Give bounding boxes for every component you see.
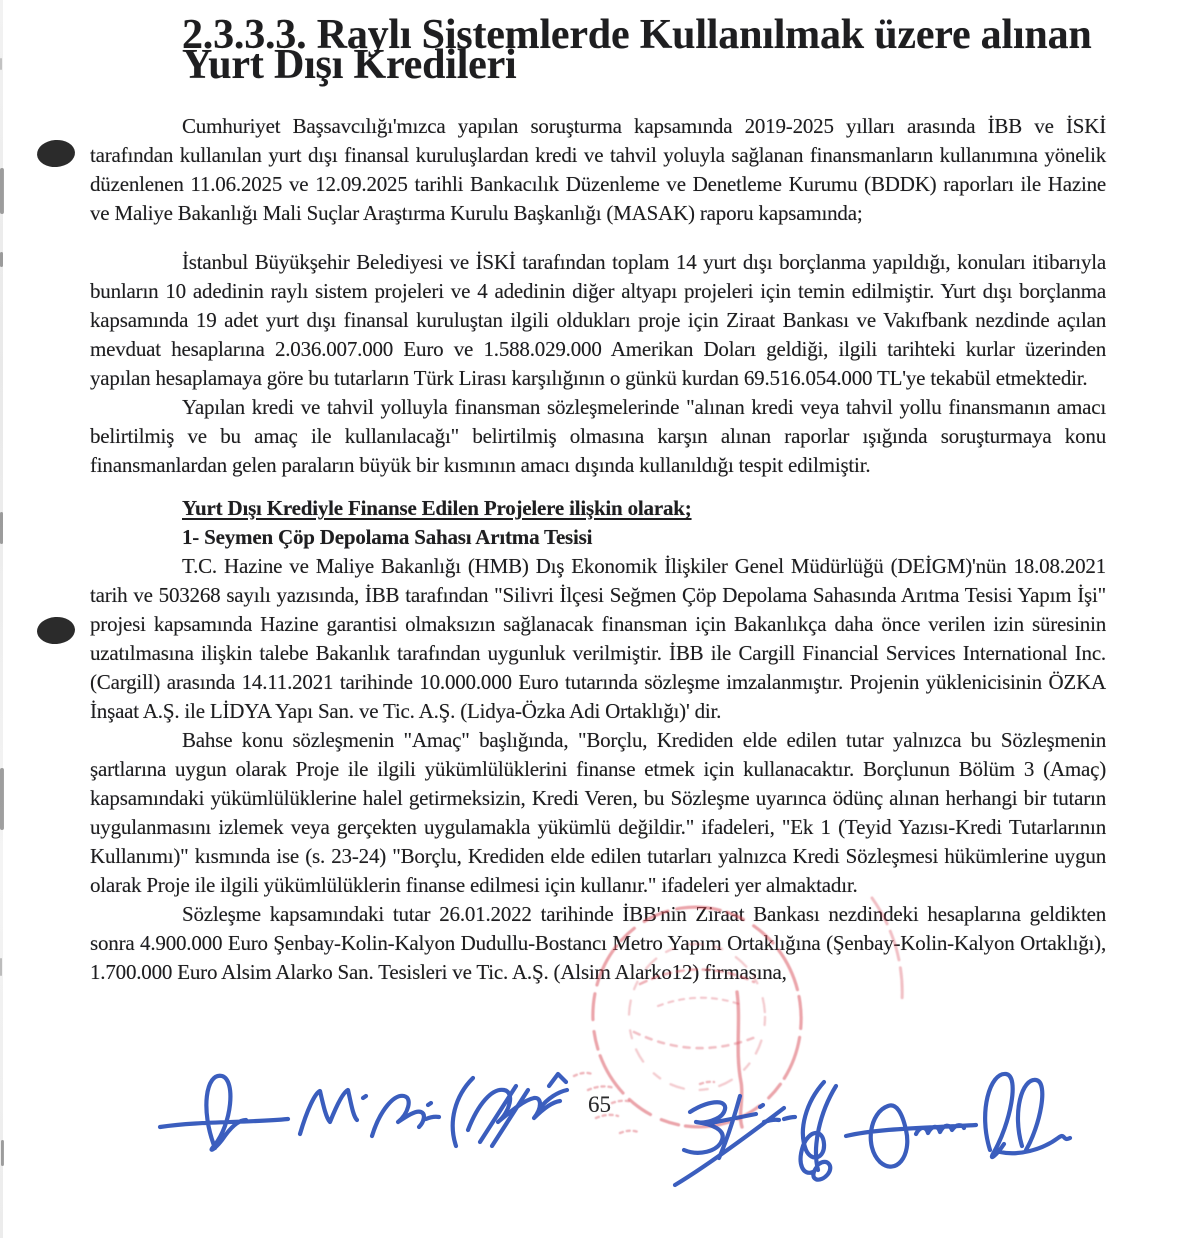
paragraph-project1-2: Bahse konu sözleşmenin "Amaç" başlığında, "Borçlu, Krediden elde edilen tutar yalnızca bu Sözleşmenin şartlarına uygun olarak Proje ile ilgili yükümlülüklerini finanse etmek için kullanacaktır. Borçlunun Bölüm 3 (Amaç) kapsamındaki yükümlülüklerine halel getirmeksizin, Kredi Veren, bu Sözleşme uyarınca ödünç alınan herhangi bir tutarın uygulanmasını izlemek veya gerçekten uygulamakla yükümlü değildir." ifadeleri, "Ek 1 (Teyid Yazısı-Kredi Tutarlarının Kullanımı)" kısmında ise (s. 23-24) "Borçlu, Krediden elde edilen tutarları yalnızca Kredi Sözleşmesi hükümlerine uygun olarak Proje ile ilgili yükümlülüklerin finanse edilmesi için kullanır." ifadeleri yer almaktadır. [90, 728, 1106, 897]
hole-punch-mark-bottom [36, 616, 76, 646]
signature-6 [846, 1105, 976, 1166]
paragraph-intro-3: Yapılan kredi ve tahvil yolluyla finansman sözleşmelerinde "alınan kredi veya tahvil yollu finansmanın amacı belirtilmiş ve bu amaç ile kullanılacağı" belirtilmiş olmasına karşın alınan raporlar ışığında soruşturmaya konu finansmanlardan gelen paraların büyük bir kısmının amacı dışında kullanıldığı tespit edilmiştir. [90, 395, 1106, 477]
projects-heading: Yurt Dışı Krediyle Finanse Edilen Projelere ilişkin olarak; [182, 496, 692, 520]
signature-1 [160, 1076, 288, 1150]
signature-7 [985, 1074, 1070, 1157]
signature-4 [675, 1096, 795, 1185]
scan-edge-artifact [0, 958, 2, 976]
scan-edge-artifact [0, 168, 4, 214]
scan-edge-artifact [0, 768, 4, 830]
signatures-group [160, 1074, 1070, 1185]
paragraph-intro-2: İstanbul Büyükşehir Belediyesi ve İSKİ tarafından toplam 14 yurt dışı borçlanma yapıldığı, konuları itibarıyla bunların 10 adedinin raylı sistem projeleri ve 4 adedinin diğer altyapı projeleri için temin edilmiştir. Yurt dışı borçlanma kapsamında 19 adet yurt dışı finansal kuruluştan ilgili oldukları proje için Ziraat Bankası ve Vakıfbank nezdinde açılan mevduat hesaplarına 2.036.007.000 Euro ve 1.588.029.000 Amerikan Doları geldiği, ilgili tarihteki kurlar üzerinden yapılan hesaplamaya göre bu tutarların Türk Lirası karşılığının o günkü kurdan 69.516.054.000 TL'ye tekabül etmektedir. [90, 250, 1106, 390]
paragraph-intro-1: Cumhuriyet Başsavcılığı'mızca yapılan soruşturma kapsamında 2019-2025 yılları arasında İBB ve İSKİ tarafından kullanılan yurt dışı finansal kuruluşlardan kredi ve tahvil yoluyla sağlanan finansmanların kullanımına yönelik düzenlenen 11.06.2025 ve 12.09.2025 tarihli Bankacılık Düzenleme ve Denetleme Kurumu (BDDK) raporları ile Hazine ve Maliye Bakanlığı Mali Suçlar Araştırma Kurulu Başkanlığı (MASAK) raporu kapsamında; [90, 114, 1106, 225]
scan-edge-artifact [1, 1140, 4, 1166]
section-title: 2.3.3.3. Raylı Sistemlerde Kullanılmak üzere alınan Yurt Dışı Kredileri [182, 12, 1092, 88]
hole-punch-mark-top [36, 139, 76, 169]
paragraph-project1-3: Sözleşme kapsamındaki tutar 26.01.2022 tarihinde İBB'nin Ziraat Bankası nezdindeki hesaplarına geldikten sonra 4.900.000 Euro Şenbay-Kolin-Kalyon Dudullu-Bostancı Metro Yapım Ortaklığına (Şenbay-Kolin-Kalyon Ortaklığı), 1.700.000 Euro Alsim Alarko San. Tesisleri ve Tic. A.Ş. (Alsim Alarko12) firmasına, [90, 902, 1106, 984]
page-number: 65 [588, 1092, 611, 1117]
project1-heading: 1- Seymen Çöp Depolama Sahası Arıtma Tesisi [182, 525, 593, 549]
paragraph-project1-1: T.C. Hazine ve Maliye Bakanlığı (HMB) Dış Ekonomik İlişkiler Genel Müdürlüğü (DEİGM)'nün 18.08.2021 tarih ve 503268 sayılı yazısında, İBB tarafından "Silivri İlçesi Seğmen Çöp Depolama Sahasında Arıtma Tesisi Yapım İşi" projesi kapsamında Hazine garantisi olmaksızın sağlanacak finansman için Bakanlıkça daha önce verilen izin süresinin uzatılmasına ilişkin talebe Bakanlık tarafından uygunluk verilmiştir. İBB ile Cargill Financial Services International Inc. (Cargill) arasında 14.11.2021 tarihinde 10.000.000 Euro tutarında sözleşme imzalanmıştır. Projenin yüklenicisinin ÖZKA İnşaat A.Ş. ile LİDYA Yapı San. ve Tic. A.Ş. (Lidya-Özka Adi Ortaklığı)' dir. [90, 554, 1106, 723]
stamp-arc-text [634, 1032, 758, 1048]
stamp-squiggle [737, 992, 742, 1127]
scan-edge-artifact [0, 58, 2, 70]
stamp-arc-text [658, 998, 742, 1006]
scan-edge-artifact [0, 252, 3, 267]
signature-5 [801, 1082, 836, 1180]
signature-3 [453, 1074, 567, 1146]
signature-2 [300, 1090, 439, 1136]
document-text-column [90, 12, 1106, 987]
scan-edge-artifact [0, 512, 3, 544]
